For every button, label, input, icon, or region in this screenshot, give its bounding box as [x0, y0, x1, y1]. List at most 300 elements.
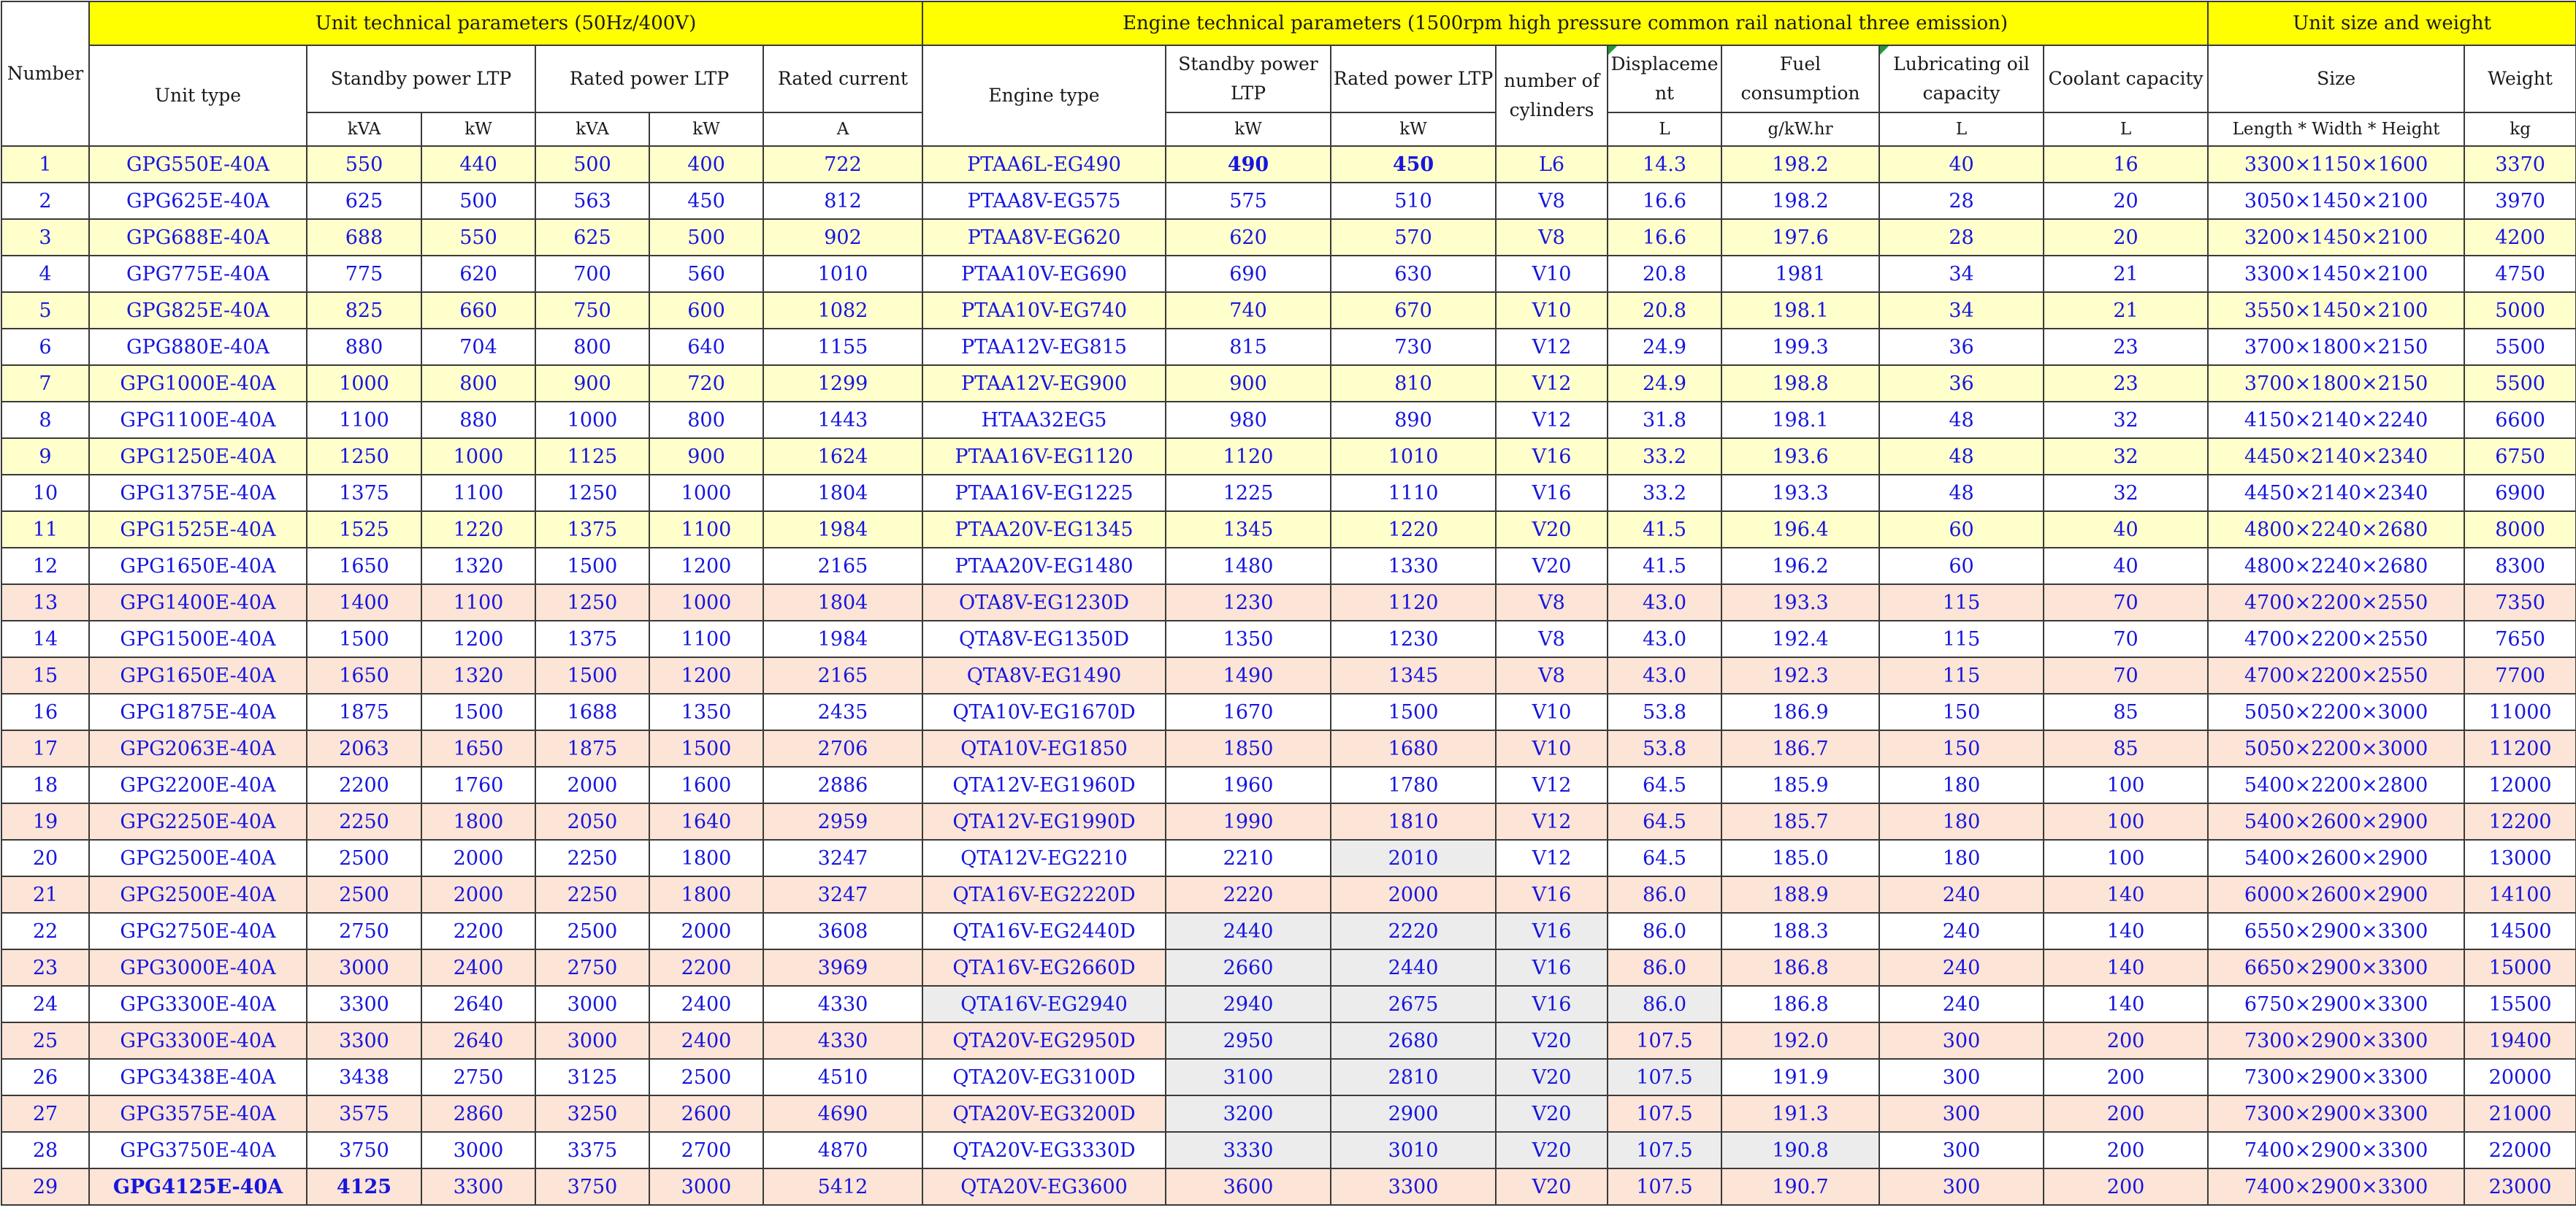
standby-kva: 3438 — [307, 1059, 421, 1095]
rated-kva: 2250 — [535, 840, 649, 876]
rated-kva: 700 — [535, 256, 649, 292]
unit-type: GPG3575E-40A — [89, 1095, 307, 1132]
unit-type: GPG1000E-40A — [89, 365, 307, 402]
rated-kw: 800 — [649, 402, 763, 438]
engine-standby-kw: 815 — [1166, 329, 1331, 365]
header-unit-type: Unit type — [89, 45, 307, 146]
engine-standby-kw: 980 — [1166, 402, 1331, 438]
engine-type: PTAA12V-EG900 — [922, 365, 1166, 402]
engine-standby-kw: 3330 — [1166, 1132, 1331, 1168]
unit-weight: 6750 — [2464, 438, 2576, 475]
unit-size: 7300×2900×3300 — [2208, 1059, 2464, 1095]
header-fuel: Fuel consumption — [1721, 45, 1879, 112]
unit-type: GPG825E-40A — [89, 292, 307, 329]
engine-standby-kw: 900 — [1166, 365, 1331, 402]
table-row — [1, 1168, 2576, 1205]
rated-kw: 2400 — [649, 1022, 763, 1059]
engine-type: QTA20V-EG2950D — [922, 1022, 1166, 1059]
engine-standby-kw: 620 — [1166, 219, 1331, 256]
unit-size: 4450×2140×2340 — [2208, 475, 2464, 511]
table-row — [1, 1022, 2576, 1059]
engine-rated-kw: 670 — [1331, 292, 1496, 329]
row-number: 3 — [1, 219, 89, 256]
displacement: 64.5 — [1608, 767, 1721, 803]
header-cylinders: number of cylinders — [1496, 45, 1608, 146]
engine-rated-kw: 2010 — [1331, 840, 1496, 876]
fuel-consumption: 1981 — [1721, 256, 1879, 292]
row-number: 18 — [1, 767, 89, 803]
standby-kva: 2750 — [307, 913, 421, 949]
standby-kw: 3000 — [421, 1132, 535, 1168]
standby-kva: 1250 — [307, 438, 421, 475]
table-row — [1, 876, 2576, 913]
unit-type: GPG688E-40A — [89, 219, 307, 256]
rated-kva: 2500 — [535, 913, 649, 949]
engine-rated-kw: 1345 — [1331, 657, 1496, 694]
table-row — [1, 621, 2576, 657]
rated-current: 1804 — [763, 584, 922, 621]
header-number: Number — [1, 1, 89, 146]
unit-size: 7300×2900×3300 — [2208, 1022, 2464, 1059]
unit-weight: 22000 — [2464, 1132, 2576, 1168]
unit-weight: 6900 — [2464, 475, 2576, 511]
unit-type: GPG1650E-40A — [89, 548, 307, 584]
fuel-consumption: 188.3 — [1721, 913, 1879, 949]
displacement: 53.8 — [1608, 730, 1721, 767]
rated-current: 3608 — [763, 913, 922, 949]
coolant-capacity: 140 — [2044, 913, 2208, 949]
engine-standby-kw: 2220 — [1166, 876, 1331, 913]
displacement: 107.5 — [1608, 1168, 1721, 1205]
rated-current: 2165 — [763, 548, 922, 584]
row-number: 25 — [1, 1022, 89, 1059]
displacement: 14.3 — [1608, 146, 1721, 183]
row-number: 11 — [1, 511, 89, 548]
standby-kva: 3750 — [307, 1132, 421, 1168]
rated-current: 1299 — [763, 365, 922, 402]
coolant-capacity: 40 — [2044, 511, 2208, 548]
engine-rated-kw: 1330 — [1331, 548, 1496, 584]
rated-kva: 2000 — [535, 767, 649, 803]
engine-rated-kw: 2220 — [1331, 913, 1496, 949]
row-number: 13 — [1, 584, 89, 621]
table-row — [1, 840, 2576, 876]
header-engine-type: Engine type — [922, 45, 1166, 146]
lube-capacity: 180 — [1879, 803, 2044, 840]
engine-standby-kw: 3200 — [1166, 1095, 1331, 1132]
fuel-consumption: 186.8 — [1721, 986, 1879, 1022]
displacement: 107.5 — [1608, 1022, 1721, 1059]
unit-kw: kW — [421, 112, 535, 146]
row-number: 26 — [1, 1059, 89, 1095]
unit-weight: 3370 — [2464, 146, 2576, 183]
unit-weight: 4200 — [2464, 219, 2576, 256]
engine-type: PTAA16V-EG1225 — [922, 475, 1166, 511]
displacement: 86.0 — [1608, 913, 1721, 949]
unit-size: 4700×2200×2550 — [2208, 584, 2464, 621]
header-engine-params: Engine technical parameters (1500rpm high pressure common rail national three emission) — [922, 1, 2208, 45]
coolant-capacity: 23 — [2044, 365, 2208, 402]
table-row — [1, 730, 2576, 767]
table-row — [1, 146, 2576, 183]
fuel-consumption: 196.2 — [1721, 548, 1879, 584]
rated-kva: 1250 — [535, 584, 649, 621]
unit-size: Length * Width * Height — [2208, 112, 2464, 146]
engine-type: PTAA10V-EG740 — [922, 292, 1166, 329]
cylinders: V8 — [1496, 621, 1608, 657]
displacement: 16.6 — [1608, 219, 1721, 256]
unit-weight: 5000 — [2464, 292, 2576, 329]
rated-kw: 2000 — [649, 913, 763, 949]
row-number: 5 — [1, 292, 89, 329]
rated-kva: 750 — [535, 292, 649, 329]
unit-fuel: g/kW.hr — [1721, 112, 1879, 146]
header-lube: Lubricating oil capacity — [1879, 45, 2044, 112]
table-row — [1, 986, 2576, 1022]
displacement: 43.0 — [1608, 621, 1721, 657]
coolant-capacity: 32 — [2044, 438, 2208, 475]
engine-rated-kw: 1120 — [1331, 584, 1496, 621]
lube-capacity: 60 — [1879, 511, 2044, 548]
rated-current: 1624 — [763, 438, 922, 475]
unit-weight: 20000 — [2464, 1059, 2576, 1095]
unit-weight: 7350 — [2464, 584, 2576, 621]
table-row — [1, 694, 2576, 730]
row-number: 27 — [1, 1095, 89, 1132]
standby-kva: 1650 — [307, 657, 421, 694]
engine-rated-kw: 2440 — [1331, 949, 1496, 986]
unit-type: GPG1650E-40A — [89, 657, 307, 694]
displacement: 43.0 — [1608, 584, 1721, 621]
rated-kw: 1800 — [649, 840, 763, 876]
unit-weight: 7650 — [2464, 621, 2576, 657]
cylinders: V10 — [1496, 730, 1608, 767]
engine-rated-kw: 730 — [1331, 329, 1496, 365]
unit-liter: L — [1608, 112, 1721, 146]
unit-type: GPG1250E-40A — [89, 438, 307, 475]
engine-type: HTAA32EG5 — [922, 402, 1166, 438]
unit-weight: 5500 — [2464, 365, 2576, 402]
unit-weight: 13000 — [2464, 840, 2576, 876]
lube-capacity: 115 — [1879, 657, 2044, 694]
cylinders: V12 — [1496, 402, 1608, 438]
coolant-capacity: 20 — [2044, 183, 2208, 219]
unit-kva: kVA — [535, 112, 649, 146]
engine-type: QTA10V-EG1850 — [922, 730, 1166, 767]
standby-kva: 2500 — [307, 876, 421, 913]
row-number: 23 — [1, 949, 89, 986]
engine-type: OTA8V-EG1230D — [922, 584, 1166, 621]
rated-current: 3247 — [763, 876, 922, 913]
cylinders: V12 — [1496, 329, 1608, 365]
unit-size: 4700×2200×2550 — [2208, 621, 2464, 657]
engine-standby-kw: 1225 — [1166, 475, 1331, 511]
engine-standby-kw: 2210 — [1166, 840, 1331, 876]
cylinders: V16 — [1496, 986, 1608, 1022]
standby-kw: 3300 — [421, 1168, 535, 1205]
standby-kva: 3300 — [307, 986, 421, 1022]
engine-standby-kw: 1990 — [1166, 803, 1331, 840]
cylinders: V16 — [1496, 438, 1608, 475]
table-row — [1, 949, 2576, 986]
rated-kw: 1100 — [649, 511, 763, 548]
engine-type: QTA12V-EG2210 — [922, 840, 1166, 876]
rated-kw: 1600 — [649, 767, 763, 803]
engine-rated-kw: 1220 — [1331, 511, 1496, 548]
cylinders: V12 — [1496, 803, 1608, 840]
unit-size: 5050×2200×3000 — [2208, 694, 2464, 730]
engine-rated-kw: 1500 — [1331, 694, 1496, 730]
lube-capacity: 28 — [1879, 183, 2044, 219]
standby-kw: 1650 — [421, 730, 535, 767]
unit-type: GPG3300E-40A — [89, 1022, 307, 1059]
unit-size: 4450×2140×2340 — [2208, 438, 2464, 475]
rated-kw: 1640 — [649, 803, 763, 840]
rated-current: 2886 — [763, 767, 922, 803]
table-row — [1, 402, 2576, 438]
rated-current: 2435 — [763, 694, 922, 730]
rated-current: 4330 — [763, 986, 922, 1022]
rated-kw: 3000 — [649, 1168, 763, 1205]
unit-type: GPG3438E-40A — [89, 1059, 307, 1095]
rated-kva: 625 — [535, 219, 649, 256]
unit-weight: 14100 — [2464, 876, 2576, 913]
unit-weight: 14500 — [2464, 913, 2576, 949]
generator-spec-table — [1, 1, 2576, 1206]
unit-weight: 15500 — [2464, 986, 2576, 1022]
coolant-capacity: 16 — [2044, 146, 2208, 183]
engine-type: QTA16V-EG2440D — [922, 913, 1166, 949]
table-row — [1, 438, 2576, 475]
unit-size: 5050×2200×3000 — [2208, 730, 2464, 767]
lube-capacity: 28 — [1879, 219, 2044, 256]
unit-type: GPG2500E-40A — [89, 840, 307, 876]
fuel-consumption: 198.1 — [1721, 402, 1879, 438]
table-row — [1, 256, 2576, 292]
engine-standby-kw: 575 — [1166, 183, 1331, 219]
cylinders: V12 — [1496, 840, 1608, 876]
standby-kw: 1200 — [421, 621, 535, 657]
unit-size: 3550×1450×2100 — [2208, 292, 2464, 329]
engine-rated-kw: 1010 — [1331, 438, 1496, 475]
engine-rated-kw: 570 — [1331, 219, 1496, 256]
fuel-consumption: 192.3 — [1721, 657, 1879, 694]
rated-kw: 1200 — [649, 548, 763, 584]
displacement: 41.5 — [1608, 511, 1721, 548]
header-engine-rated: Rated power LTP — [1331, 45, 1496, 112]
rated-kva: 1500 — [535, 657, 649, 694]
engine-standby-kw: 2660 — [1166, 949, 1331, 986]
table-body — [1, 146, 2576, 1205]
engine-standby-kw: 690 — [1166, 256, 1331, 292]
coolant-capacity: 140 — [2044, 876, 2208, 913]
lube-capacity: 240 — [1879, 949, 2044, 986]
engine-standby-kw: 1345 — [1166, 511, 1331, 548]
engine-type: PTAA8V-EG575 — [922, 183, 1166, 219]
standby-kw: 2640 — [421, 1022, 535, 1059]
rated-kw: 400 — [649, 146, 763, 183]
unit-weight: 4750 — [2464, 256, 2576, 292]
unit-weight: 15000 — [2464, 949, 2576, 986]
table-row — [1, 584, 2576, 621]
engine-type: QTA16V-EG2660D — [922, 949, 1166, 986]
engine-standby-kw: 3100 — [1166, 1059, 1331, 1095]
unit-size: 3300×1150×1600 — [2208, 146, 2464, 183]
displacement: 86.0 — [1608, 986, 1721, 1022]
lube-capacity: 300 — [1879, 1022, 2044, 1059]
engine-type: QTA8V-EG1350D — [922, 621, 1166, 657]
rated-kva: 1125 — [535, 438, 649, 475]
coolant-capacity: 200 — [2044, 1059, 2208, 1095]
fuel-consumption: 186.8 — [1721, 949, 1879, 986]
coolant-capacity: 140 — [2044, 949, 2208, 986]
displacement: 24.9 — [1608, 329, 1721, 365]
fuel-consumption: 197.6 — [1721, 219, 1879, 256]
standby-kw: 440 — [421, 146, 535, 183]
engine-standby-kw: 2950 — [1166, 1022, 1331, 1059]
cylinders: V20 — [1496, 1095, 1608, 1132]
displacement: 24.9 — [1608, 365, 1721, 402]
engine-rated-kw: 1110 — [1331, 475, 1496, 511]
lube-capacity: 60 — [1879, 548, 2044, 584]
rated-kva: 3125 — [535, 1059, 649, 1095]
fuel-consumption: 186.7 — [1721, 730, 1879, 767]
table-row — [1, 913, 2576, 949]
standby-kva: 625 — [307, 183, 421, 219]
standby-kw: 880 — [421, 402, 535, 438]
displacement: 33.2 — [1608, 438, 1721, 475]
rated-current: 2959 — [763, 803, 922, 840]
unit-type: GPG3000E-40A — [89, 949, 307, 986]
cylinders: V8 — [1496, 219, 1608, 256]
standby-kw: 1500 — [421, 694, 535, 730]
rated-kw: 720 — [649, 365, 763, 402]
row-number: 28 — [1, 1132, 89, 1168]
coolant-capacity: 200 — [2044, 1132, 2208, 1168]
engine-standby-kw: 2940 — [1166, 986, 1331, 1022]
displacement: 107.5 — [1608, 1059, 1721, 1095]
rated-kva: 2750 — [535, 949, 649, 986]
unit-kg: kg — [2464, 112, 2576, 146]
rated-current: 1010 — [763, 256, 922, 292]
displacement: 53.8 — [1608, 694, 1721, 730]
row-number: 20 — [1, 840, 89, 876]
rated-current: 1984 — [763, 511, 922, 548]
standby-kva: 3575 — [307, 1095, 421, 1132]
standby-kw: 2400 — [421, 949, 535, 986]
row-number: 2 — [1, 183, 89, 219]
fuel-consumption: 198.2 — [1721, 146, 1879, 183]
header-coolant: Coolant capacity — [2044, 45, 2208, 112]
header-weight: Weight — [2464, 45, 2576, 112]
cylinders: V12 — [1496, 365, 1608, 402]
rated-current: 3969 — [763, 949, 922, 986]
rated-kva: 1500 — [535, 548, 649, 584]
rated-current: 4330 — [763, 1022, 922, 1059]
unit-type: GPG1375E-40A — [89, 475, 307, 511]
rated-current: 722 — [763, 146, 922, 183]
engine-standby-kw: 3600 — [1166, 1168, 1331, 1205]
standby-kw: 2200 — [421, 913, 535, 949]
unit-weight: 21000 — [2464, 1095, 2576, 1132]
cylinders: V12 — [1496, 767, 1608, 803]
engine-type: QTA12V-EG1960D — [922, 767, 1166, 803]
rated-kw: 2500 — [649, 1059, 763, 1095]
fuel-consumption: 192.0 — [1721, 1022, 1879, 1059]
engine-rated-kw: 2000 — [1331, 876, 1496, 913]
standby-kva: 688 — [307, 219, 421, 256]
rated-kva: 1375 — [535, 621, 649, 657]
rated-kw: 2700 — [649, 1132, 763, 1168]
fuel-consumption: 193.3 — [1721, 475, 1879, 511]
rated-kw: 600 — [649, 292, 763, 329]
table-row — [1, 219, 2576, 256]
rated-kva: 3750 — [535, 1168, 649, 1205]
standby-kva: 1875 — [307, 694, 421, 730]
coolant-capacity: 200 — [2044, 1095, 2208, 1132]
standby-kw: 1100 — [421, 584, 535, 621]
unit-size: 4800×2240×2680 — [2208, 511, 2464, 548]
unit-size: 4700×2200×2550 — [2208, 657, 2464, 694]
lube-capacity: 300 — [1879, 1132, 2044, 1168]
engine-rated-kw: 1680 — [1331, 730, 1496, 767]
unit-size: 5400×2600×2900 — [2208, 803, 2464, 840]
fuel-consumption: 185.9 — [1721, 767, 1879, 803]
engine-standby-kw: 1490 — [1166, 657, 1331, 694]
standby-kw: 1800 — [421, 803, 535, 840]
fuel-consumption: 192.4 — [1721, 621, 1879, 657]
rated-kva: 800 — [535, 329, 649, 365]
header-unit-params: Unit technical parameters (50Hz/400V) — [89, 1, 922, 45]
rated-kva: 1875 — [535, 730, 649, 767]
unit-size: 6550×2900×3300 — [2208, 913, 2464, 949]
engine-rated-kw: 2810 — [1331, 1059, 1496, 1095]
engine-standby-kw: 1480 — [1166, 548, 1331, 584]
cylinders: V8 — [1496, 657, 1608, 694]
cylinders: V16 — [1496, 475, 1608, 511]
engine-standby-kw: 2440 — [1166, 913, 1331, 949]
rated-kw: 1500 — [649, 730, 763, 767]
unit-type: GPG1500E-40A — [89, 621, 307, 657]
engine-type: PTAA6L-EG490 — [922, 146, 1166, 183]
coolant-capacity: 40 — [2044, 548, 2208, 584]
displacement: 64.5 — [1608, 803, 1721, 840]
engine-rated-kw: 1810 — [1331, 803, 1496, 840]
rated-kw: 640 — [649, 329, 763, 365]
coolant-capacity: 100 — [2044, 840, 2208, 876]
row-number: 4 — [1, 256, 89, 292]
coolant-capacity: 20 — [2044, 219, 2208, 256]
rated-current: 1443 — [763, 402, 922, 438]
fuel-consumption: 190.8 — [1721, 1132, 1879, 1168]
coolant-capacity: 32 — [2044, 475, 2208, 511]
coolant-capacity: 70 — [2044, 657, 2208, 694]
row-number: 29 — [1, 1168, 89, 1205]
engine-type: PTAA10V-EG690 — [922, 256, 1166, 292]
header-rated-power: Rated power LTP — [535, 45, 763, 112]
standby-kva: 550 — [307, 146, 421, 183]
unit-kw: kW — [649, 112, 763, 146]
standby-kva: 880 — [307, 329, 421, 365]
fuel-consumption: 185.7 — [1721, 803, 1879, 840]
fuel-consumption: 186.9 — [1721, 694, 1879, 730]
table-row — [1, 475, 2576, 511]
standby-kva: 1375 — [307, 475, 421, 511]
coolant-capacity: 23 — [2044, 329, 2208, 365]
unit-weight: 12000 — [2464, 767, 2576, 803]
standby-kw: 660 — [421, 292, 535, 329]
cylinders: V20 — [1496, 1168, 1608, 1205]
